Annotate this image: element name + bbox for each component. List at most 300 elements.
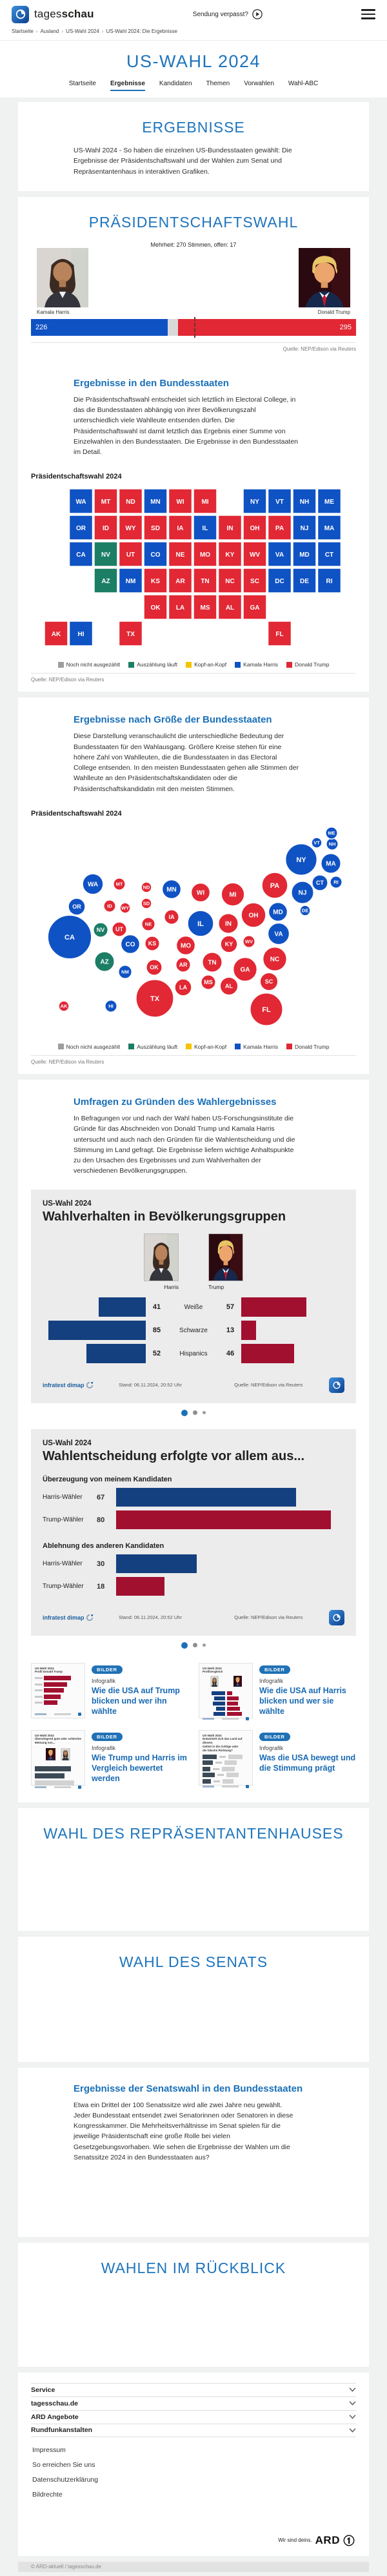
trump-bar (241, 1321, 256, 1340)
state-tile-OK[interactable] (144, 595, 167, 619)
teaser-title: Was die USA bewegt und die Stimmung prägt (259, 1753, 356, 1773)
svg-text:MI: MI (229, 891, 237, 899)
svg-text:KY: KY (224, 941, 233, 948)
svg-text:NC: NC (270, 956, 280, 963)
state-tile-ME[interactable] (318, 489, 341, 513)
state-tile-MO[interactable] (194, 542, 217, 566)
infographic-wahlentscheidung (31, 1429, 356, 1636)
state-tile-NJ[interactable] (293, 515, 316, 540)
state-tile-NM[interactable] (119, 568, 143, 593)
senate-results-heading: Ergebnisse der Senatswahl in den Bundesstaaten (74, 2083, 303, 2094)
voter-value: 18 (97, 1582, 105, 1591)
svg-text:ND: ND (143, 884, 150, 891)
svg-text:RI: RI (326, 578, 333, 586)
legend-item (186, 1044, 226, 1050)
legend-item (286, 1044, 329, 1050)
state-bubble-WV[interactable] (243, 936, 255, 947)
svg-text:OR: OR (72, 903, 81, 911)
state-tile-TX[interactable] (119, 621, 143, 646)
svg-text:OK: OK (150, 964, 159, 971)
footer-accordion-tagesschau-de[interactable] (31, 2396, 356, 2410)
trump-value: 46 (226, 1350, 235, 1358)
svg-text:CO: CO (150, 551, 161, 559)
svg-text:WV: WV (244, 938, 253, 945)
svg-text:NY: NY (250, 499, 259, 506)
state-bubble-RI[interactable] (330, 876, 342, 888)
state-tile-MT[interactable] (94, 489, 117, 513)
state-tile-UT[interactable] (119, 542, 143, 566)
states-heading: Ergebnisse in den Bundesstaaten (74, 377, 229, 389)
state-tile-RI[interactable] (318, 568, 341, 593)
state-bubble-MN[interactable] (162, 880, 181, 898)
decision-group-heading: Überzeugung von meinem Kandidaten (43, 1475, 172, 1483)
state-tile-NC[interactable] (219, 568, 242, 593)
state-bubble-ME[interactable] (326, 827, 337, 839)
state-tile-KY[interactable] (219, 542, 242, 566)
infographic1-source: Quelle: NEP/Edison via Reuters (234, 1382, 303, 1388)
legend-swatch (186, 662, 192, 668)
voter-bar (116, 1577, 164, 1596)
svg-text:SC: SC (264, 978, 273, 985)
state-tile-IA[interactable] (169, 515, 192, 540)
svg-text:MA: MA (326, 860, 336, 868)
state-bubble-NM[interactable] (119, 965, 132, 979)
voter-bar (116, 1554, 197, 1573)
footer-link-so-erreichen-sie-uns[interactable]: So erreichen Sie uns (32, 2460, 95, 2469)
state-bubble-DE[interactable] (300, 905, 310, 916)
state-tile-OH[interactable] (243, 515, 266, 540)
state-bubble-AZ[interactable] (95, 952, 115, 972)
carousel-dot[interactable] (193, 1643, 197, 1647)
state-bubble-MO[interactable] (176, 936, 195, 954)
svg-text:WI: WI (176, 499, 184, 506)
state-bubble-IN[interactable] (219, 914, 239, 934)
legend-label: Kopf-an-Kopf (194, 1043, 227, 1050)
section-praesidentschaftswahl (18, 197, 369, 692)
state-bubble-PA[interactable] (262, 872, 288, 898)
breadcrumb-item[interactable]: Ausland (40, 28, 59, 34)
state-tile-VA[interactable] (268, 542, 292, 566)
teaser-kicker: Infografik (259, 1744, 284, 1751)
breadcrumb-separator: › (61, 28, 64, 34)
state-bubble-VA[interactable] (268, 923, 289, 944)
infographic-wahlverhalten (31, 1190, 356, 1403)
state-tile-LA[interactable] (169, 595, 192, 619)
house-title: WAHL DES REPRÄSENTANTENHAUSES (43, 1824, 344, 1842)
tab-kandidaten[interactable]: Kandidaten (159, 80, 192, 87)
svg-text:HI: HI (77, 631, 84, 639)
state-bubble-NJ[interactable] (292, 881, 313, 903)
state-tile-TN[interactable] (194, 568, 217, 593)
svg-text:MD: MD (273, 909, 283, 916)
state-bubble-GA[interactable] (233, 958, 257, 982)
svg-text:PA: PA (270, 881, 280, 890)
state-bubble-AR[interactable] (176, 958, 191, 973)
bubble-map-source: Quelle: NEP/Edison via Reuters (31, 1058, 104, 1065)
svg-text:IL: IL (197, 920, 204, 928)
state-tile-WY[interactable] (119, 515, 143, 540)
sendung-verpasst-link[interactable] (193, 9, 263, 19)
state-bubble-HI[interactable] (105, 1000, 117, 1012)
footer-link-bildrechte[interactable]: Bildrechte (32, 2490, 63, 2499)
svg-text:KY: KY (225, 551, 235, 559)
state-bubble-TN[interactable] (203, 953, 223, 973)
state-bubble-LA[interactable] (175, 979, 192, 996)
svg-text:IL: IL (202, 525, 208, 533)
svg-text:UT: UT (115, 926, 123, 933)
state-tile-DC[interactable] (268, 568, 292, 593)
breadcrumb-item[interactable]: US-Wahl 2024: Die Ergebnisse (106, 28, 177, 34)
demographic-row (43, 1320, 344, 1341)
state-bubble-MI[interactable] (221, 883, 244, 906)
legend-swatch (286, 1044, 292, 1049)
teaser-card-2[interactable] (199, 1663, 356, 1718)
svg-text:AZ: AZ (100, 958, 109, 966)
state-tile-CA[interactable] (70, 542, 93, 566)
svg-text:NV: NV (96, 927, 105, 934)
infographic-trump-label: Trump (208, 1283, 224, 1290)
voter-value: 30 (97, 1560, 105, 1568)
state-bubble-SD[interactable] (141, 898, 152, 909)
state-bubble-ND[interactable] (141, 882, 152, 892)
svg-text:LA: LA (175, 604, 185, 612)
tab-themen[interactable]: Themen (206, 80, 230, 87)
state-tile-WV[interactable] (243, 542, 266, 566)
svg-text:RI: RI (333, 879, 339, 885)
bilder-badge: BILDER (259, 1665, 290, 1674)
chevron-down-icon (349, 2401, 356, 2406)
legend-swatch (58, 1044, 64, 1049)
infographic-harris-photo (144, 1233, 179, 1290)
breadcrumb-item[interactable]: US-Wahl 2024 (66, 28, 99, 34)
svg-text:ME: ME (328, 830, 335, 836)
state-bubble-OH[interactable] (241, 903, 266, 927)
tab-bar (0, 80, 387, 98)
chevron-down-icon (349, 2387, 356, 2392)
legend-item (58, 661, 121, 668)
state-bubble-NY[interactable] (286, 844, 317, 876)
state-bubble-CT[interactable] (312, 875, 328, 891)
state-bubble-NV[interactable] (94, 923, 108, 938)
svg-text:NE: NE (175, 551, 185, 559)
carousel-dot[interactable] (203, 1411, 206, 1414)
legend-item (286, 661, 329, 668)
state-tile-HI[interactable] (70, 621, 93, 646)
majority-270-marker (194, 317, 195, 338)
section-umfragen (18, 1080, 369, 1802)
state-tile-AZ[interactable] (94, 568, 117, 593)
state-bubble-UT[interactable] (112, 922, 127, 937)
svg-text:ME: ME (324, 499, 334, 506)
teaser-card-4[interactable] (199, 1730, 356, 1786)
footer-link-impressum[interactable]: Impressum (32, 2446, 66, 2454)
state-bubble-OR[interactable] (68, 898, 85, 915)
svg-text:MN: MN (150, 499, 161, 506)
state-tile-NE[interactable] (169, 542, 192, 566)
svg-text:VA: VA (274, 931, 283, 938)
state-bubble-ID[interactable] (104, 900, 115, 912)
teaser-card-1[interactable] (31, 1663, 188, 1718)
state-bubble-OK[interactable] (146, 960, 162, 975)
state-bubble-FL[interactable] (250, 993, 283, 1025)
state-tile-WA[interactable] (70, 489, 93, 513)
state-bubble-AL[interactable] (220, 977, 238, 995)
decision-row (43, 1576, 344, 1597)
group-label: Weiße (184, 1303, 203, 1311)
state-tile-DE[interactable] (293, 568, 316, 593)
carousel-dot-active[interactable] (181, 1642, 188, 1649)
state-tile-SD[interactable] (144, 515, 167, 540)
decision-group-heading: Ablehnung des anderen Kandidaten (43, 1541, 164, 1550)
decision-row (43, 1487, 344, 1508)
svg-text:AK: AK (51, 631, 61, 639)
harris-photo (37, 248, 88, 315)
trump-photo (299, 248, 350, 315)
legend-label: Donald Trump (295, 661, 330, 668)
harris-bar (48, 1321, 146, 1340)
svg-text:OK: OK (150, 604, 161, 612)
infographic2-stand: Stand: 06.11.2024, 20:52 Uhr (119, 1614, 182, 1621)
site-footer (18, 2373, 369, 2556)
bubble-map (31, 823, 356, 1036)
section-repraesentantenhaus (18, 1808, 369, 1931)
svg-text:OR: OR (76, 525, 86, 533)
carousel-dot-active[interactable] (181, 1410, 188, 1416)
state-tile-NY[interactable] (243, 489, 266, 513)
state-bubble-MA[interactable] (321, 854, 341, 874)
map-chart-label: Präsidentschaftswahl 2024 (31, 473, 122, 481)
svg-text:PA: PA (275, 525, 284, 533)
state-bubble-IA[interactable] (164, 910, 179, 925)
legend-label: Auszählung läuft (137, 1043, 178, 1050)
tab-wahl-abc[interactable]: Wahl-ABC (288, 80, 319, 87)
svg-text:TN: TN (201, 578, 210, 586)
svg-text:DE: DE (301, 907, 309, 914)
voter-value: 67 (97, 1493, 105, 1501)
state-bubble-IL[interactable] (188, 911, 213, 936)
voter-bar (116, 1510, 331, 1529)
tab-ergebnisse[interactable]: Ergebnisse (110, 80, 145, 91)
svg-text:TX: TX (150, 994, 160, 1003)
group-label: Hispanics (179, 1350, 208, 1357)
svg-text:FL: FL (262, 1005, 271, 1014)
carousel-dot[interactable] (193, 1410, 197, 1415)
majority-note: Mehrheit: 270 Stimmen, offen: 17 (150, 241, 237, 248)
page-title: US-WAHL 2024 (126, 52, 261, 71)
breadcrumb-item[interactable]: Startseite (12, 28, 34, 34)
harris-name: Kamala Harris (37, 309, 70, 315)
size-heading: Ergebnisse nach Größe der Bundesstaaten (74, 714, 272, 726)
svg-text:NE: NE (144, 921, 152, 927)
svg-text:IN: IN (225, 920, 232, 928)
infratest-dimap-logo: infratest dimap (43, 1382, 93, 1388)
infographic-harris-label: Harris (164, 1283, 179, 1290)
state-tile-OR[interactable] (70, 515, 93, 540)
accordion-label: ARD Angebote (31, 2413, 79, 2421)
demographic-row (43, 1343, 344, 1365)
infographic2-footer (43, 1606, 344, 1631)
svg-text:TN: TN (208, 959, 217, 967)
svg-text:MT: MT (115, 881, 123, 887)
svg-text:ND: ND (126, 499, 135, 506)
state-bubble-WI[interactable] (191, 883, 210, 902)
svg-text:MO: MO (199, 551, 211, 559)
state-tile-KS[interactable] (144, 568, 167, 593)
state-bubble-KS[interactable] (145, 936, 160, 951)
accordion-label: Service (31, 2385, 55, 2394)
state-bubble-WY[interactable] (120, 903, 130, 913)
footer-accordion-ard-angebote[interactable] (31, 2410, 356, 2424)
state-tile-AK[interactable] (45, 621, 68, 646)
svg-text:IA: IA (177, 525, 184, 533)
svg-text:AR: AR (175, 578, 185, 586)
teaser-grid (31, 1663, 356, 1802)
state-bubble-AK[interactable] (59, 1001, 69, 1011)
tagesschau-mini-logo (329, 1377, 344, 1393)
footer-link-datenschutzerkl-rung[interactable]: Datenschutzerklärung (32, 2475, 99, 2484)
bilder-badge: BILDER (92, 1733, 123, 1741)
svg-text:FL: FL (275, 631, 284, 639)
senate-results-text: Etwa ein Drittel der 100 Senatssitze wird alle zwei Jahre neu gewählt. Jeder Bundesstaat entsendet zwei Senatorinnen oder Senatoren in diese Kongresskammer. Die Mehrheitsverhältnisse im Senat spielen für die jeweilige Präsidentschaft eine große Rolle bei vielen Gesetzgebungsvorhaben. Wie sehen die Ergebnisse der Wahlen um die Senatssitze 2024 in den Bundesstaaten aus? (74, 2101, 293, 2161)
polls-text: In Befragungen vor und nach der Wahl haben US-Forschungsinstitute die Gründe für das Abschneiden von Donald Trump und Kamala Harris untersucht und auch nach den Gründen für die Wahlentscheidung und die Stimmung im Land gefragt. Die Ergebnisse liefern wichtige Anhaltspunkte zu den Ursachen des Ergebnisses und zum Wahlverhalten der verschiedenen Bevölkerungsgruppen. (74, 1114, 295, 1175)
tab-startseite[interactable]: Startseite (68, 80, 96, 87)
state-tile-MD[interactable] (293, 542, 316, 566)
state-tile-ID[interactable] (94, 515, 117, 540)
legend-item (128, 1044, 177, 1050)
state-bubble-NC[interactable] (263, 947, 287, 971)
teaser-thumbnail: US-Wahl 2024 Profil Donald Trump (31, 1663, 85, 1718)
tagesschau-logo[interactable] (12, 6, 94, 23)
footer-accordion-rundfunkanstalten[interactable] (31, 2424, 356, 2437)
state-tile-AR[interactable] (169, 568, 192, 593)
choropleth-map (31, 486, 356, 654)
state-bubble-MD[interactable] (268, 902, 287, 921)
legend-item (235, 661, 278, 668)
footer-accordion-service[interactable] (31, 2383, 356, 2396)
svg-text:CT: CT (316, 880, 324, 887)
svg-text:UT: UT (126, 551, 135, 559)
legend-label: Auszählung läuft (137, 661, 178, 668)
voter-label: Harris-Wähler (43, 1494, 83, 1501)
legend-item (58, 1044, 121, 1050)
svg-text:WA: WA (75, 499, 86, 506)
state-bubble-SC[interactable] (260, 973, 278, 991)
svg-text:CO: CO (125, 941, 135, 949)
infographic2-kicker: US-Wahl 2024 (43, 1439, 92, 1447)
state-tile-FL[interactable] (268, 621, 292, 646)
copyright-text: © ARD-aktuell / tagesschau.de (31, 2564, 102, 2570)
svg-text:MA: MA (324, 525, 335, 533)
review-title: WAHLEN IM RÜCKBLICK (101, 2259, 286, 2276)
section-ergebnisse (18, 102, 369, 191)
state-tile-CO[interactable] (144, 542, 167, 566)
state-bubble-NE[interactable] (142, 918, 155, 931)
bubble-map-legend (31, 1044, 356, 1050)
svg-text:NJ: NJ (300, 525, 309, 533)
trump-value: 57 (226, 1303, 235, 1312)
state-tile-AL[interactable] (219, 595, 242, 619)
state-tile-IL[interactable] (194, 515, 217, 540)
section-title-ergebnisse: ERGEBNISSE (142, 119, 245, 136)
map-legend (31, 661, 356, 668)
teaser-card-3[interactable] (31, 1730, 188, 1786)
svg-text:GA: GA (240, 966, 250, 974)
svg-text:ID: ID (103, 525, 109, 533)
svg-text:HI: HI (108, 1003, 114, 1009)
tagesschau-mini-logo (329, 1610, 344, 1625)
state-tile-MA[interactable] (318, 515, 341, 540)
state-tile-MN[interactable] (144, 489, 167, 513)
state-bubble-TX[interactable] (136, 980, 174, 1017)
map-source: Quelle: NEP/Edison via Reuters (31, 677, 104, 683)
state-bubble-WA[interactable] (83, 874, 103, 894)
teaser-kicker: Infografik (92, 1677, 116, 1684)
state-bubble-MT[interactable] (114, 878, 125, 890)
teaser-kicker: Infografik (259, 1677, 284, 1684)
state-bubble-VT[interactable] (312, 838, 322, 848)
state-tile-GA[interactable] (243, 595, 266, 619)
tab-vorwahlen[interactable]: Vorwahlen (244, 80, 274, 87)
svg-text:AL: AL (225, 604, 235, 612)
carousel-dot[interactable] (203, 1643, 206, 1647)
state-tile-PA[interactable] (268, 515, 292, 540)
infographic1-footer (43, 1374, 344, 1398)
state-tile-ND[interactable] (119, 489, 143, 513)
state-bubble-CA[interactable] (48, 915, 92, 959)
state-tile-IN[interactable] (219, 515, 242, 540)
section-rueckblick (18, 2243, 369, 2367)
sendung-verpasst-label: Sendung verpasst? (192, 10, 248, 18)
candidate-hero (31, 242, 356, 316)
bilder-badge: BILDER (259, 1733, 290, 1741)
state-tile-NV[interactable] (94, 542, 117, 566)
state-tile-MI[interactable] (194, 489, 217, 513)
svg-text:MS: MS (200, 604, 210, 612)
state-tile-WI[interactable] (169, 489, 192, 513)
infographic1-title: Wahlverhalten in Bevölkerungsgruppen (43, 1209, 286, 1224)
state-bubble-MS[interactable] (201, 975, 216, 990)
state-tile-MS[interactable] (194, 595, 217, 619)
ard-one-icon (343, 2535, 355, 2546)
svg-text:ID: ID (107, 903, 112, 909)
brand-wordmark: tagesschau (34, 8, 94, 20)
legend-swatch (235, 662, 241, 668)
svg-text:WV: WV (249, 551, 261, 559)
state-bubble-KY[interactable] (221, 936, 237, 953)
state-tile-NH[interactable] (293, 489, 316, 513)
svg-text:OH: OH (248, 912, 259, 920)
harris-ev-value: 226 (35, 323, 48, 331)
svg-text:SD: SD (151, 525, 160, 533)
legend-swatch (58, 662, 64, 668)
state-bubble-NH[interactable] (326, 838, 338, 850)
state-tile-VT[interactable] (268, 489, 292, 513)
state-tile-CT[interactable] (318, 542, 341, 566)
voter-label: Trump-Wähler (43, 1583, 84, 1591)
state-bubble-CO[interactable] (121, 934, 139, 953)
teaser-thumbnail: US-Wahl 2024 Profilvergleich (199, 1663, 253, 1718)
play-icon (252, 9, 263, 19)
svg-text:AL: AL (225, 983, 233, 990)
state-tile-SC[interactable] (243, 568, 266, 593)
svg-text:IA: IA (168, 914, 175, 921)
svg-text:CT: CT (324, 551, 334, 559)
svg-text:VT: VT (313, 840, 320, 846)
section-senatswahl-ergebnisse (18, 2068, 369, 2237)
hamburger-menu-icon[interactable] (361, 9, 375, 19)
breadcrumb-separator: › (101, 28, 104, 34)
breadcrumb-separator: › (35, 28, 38, 34)
